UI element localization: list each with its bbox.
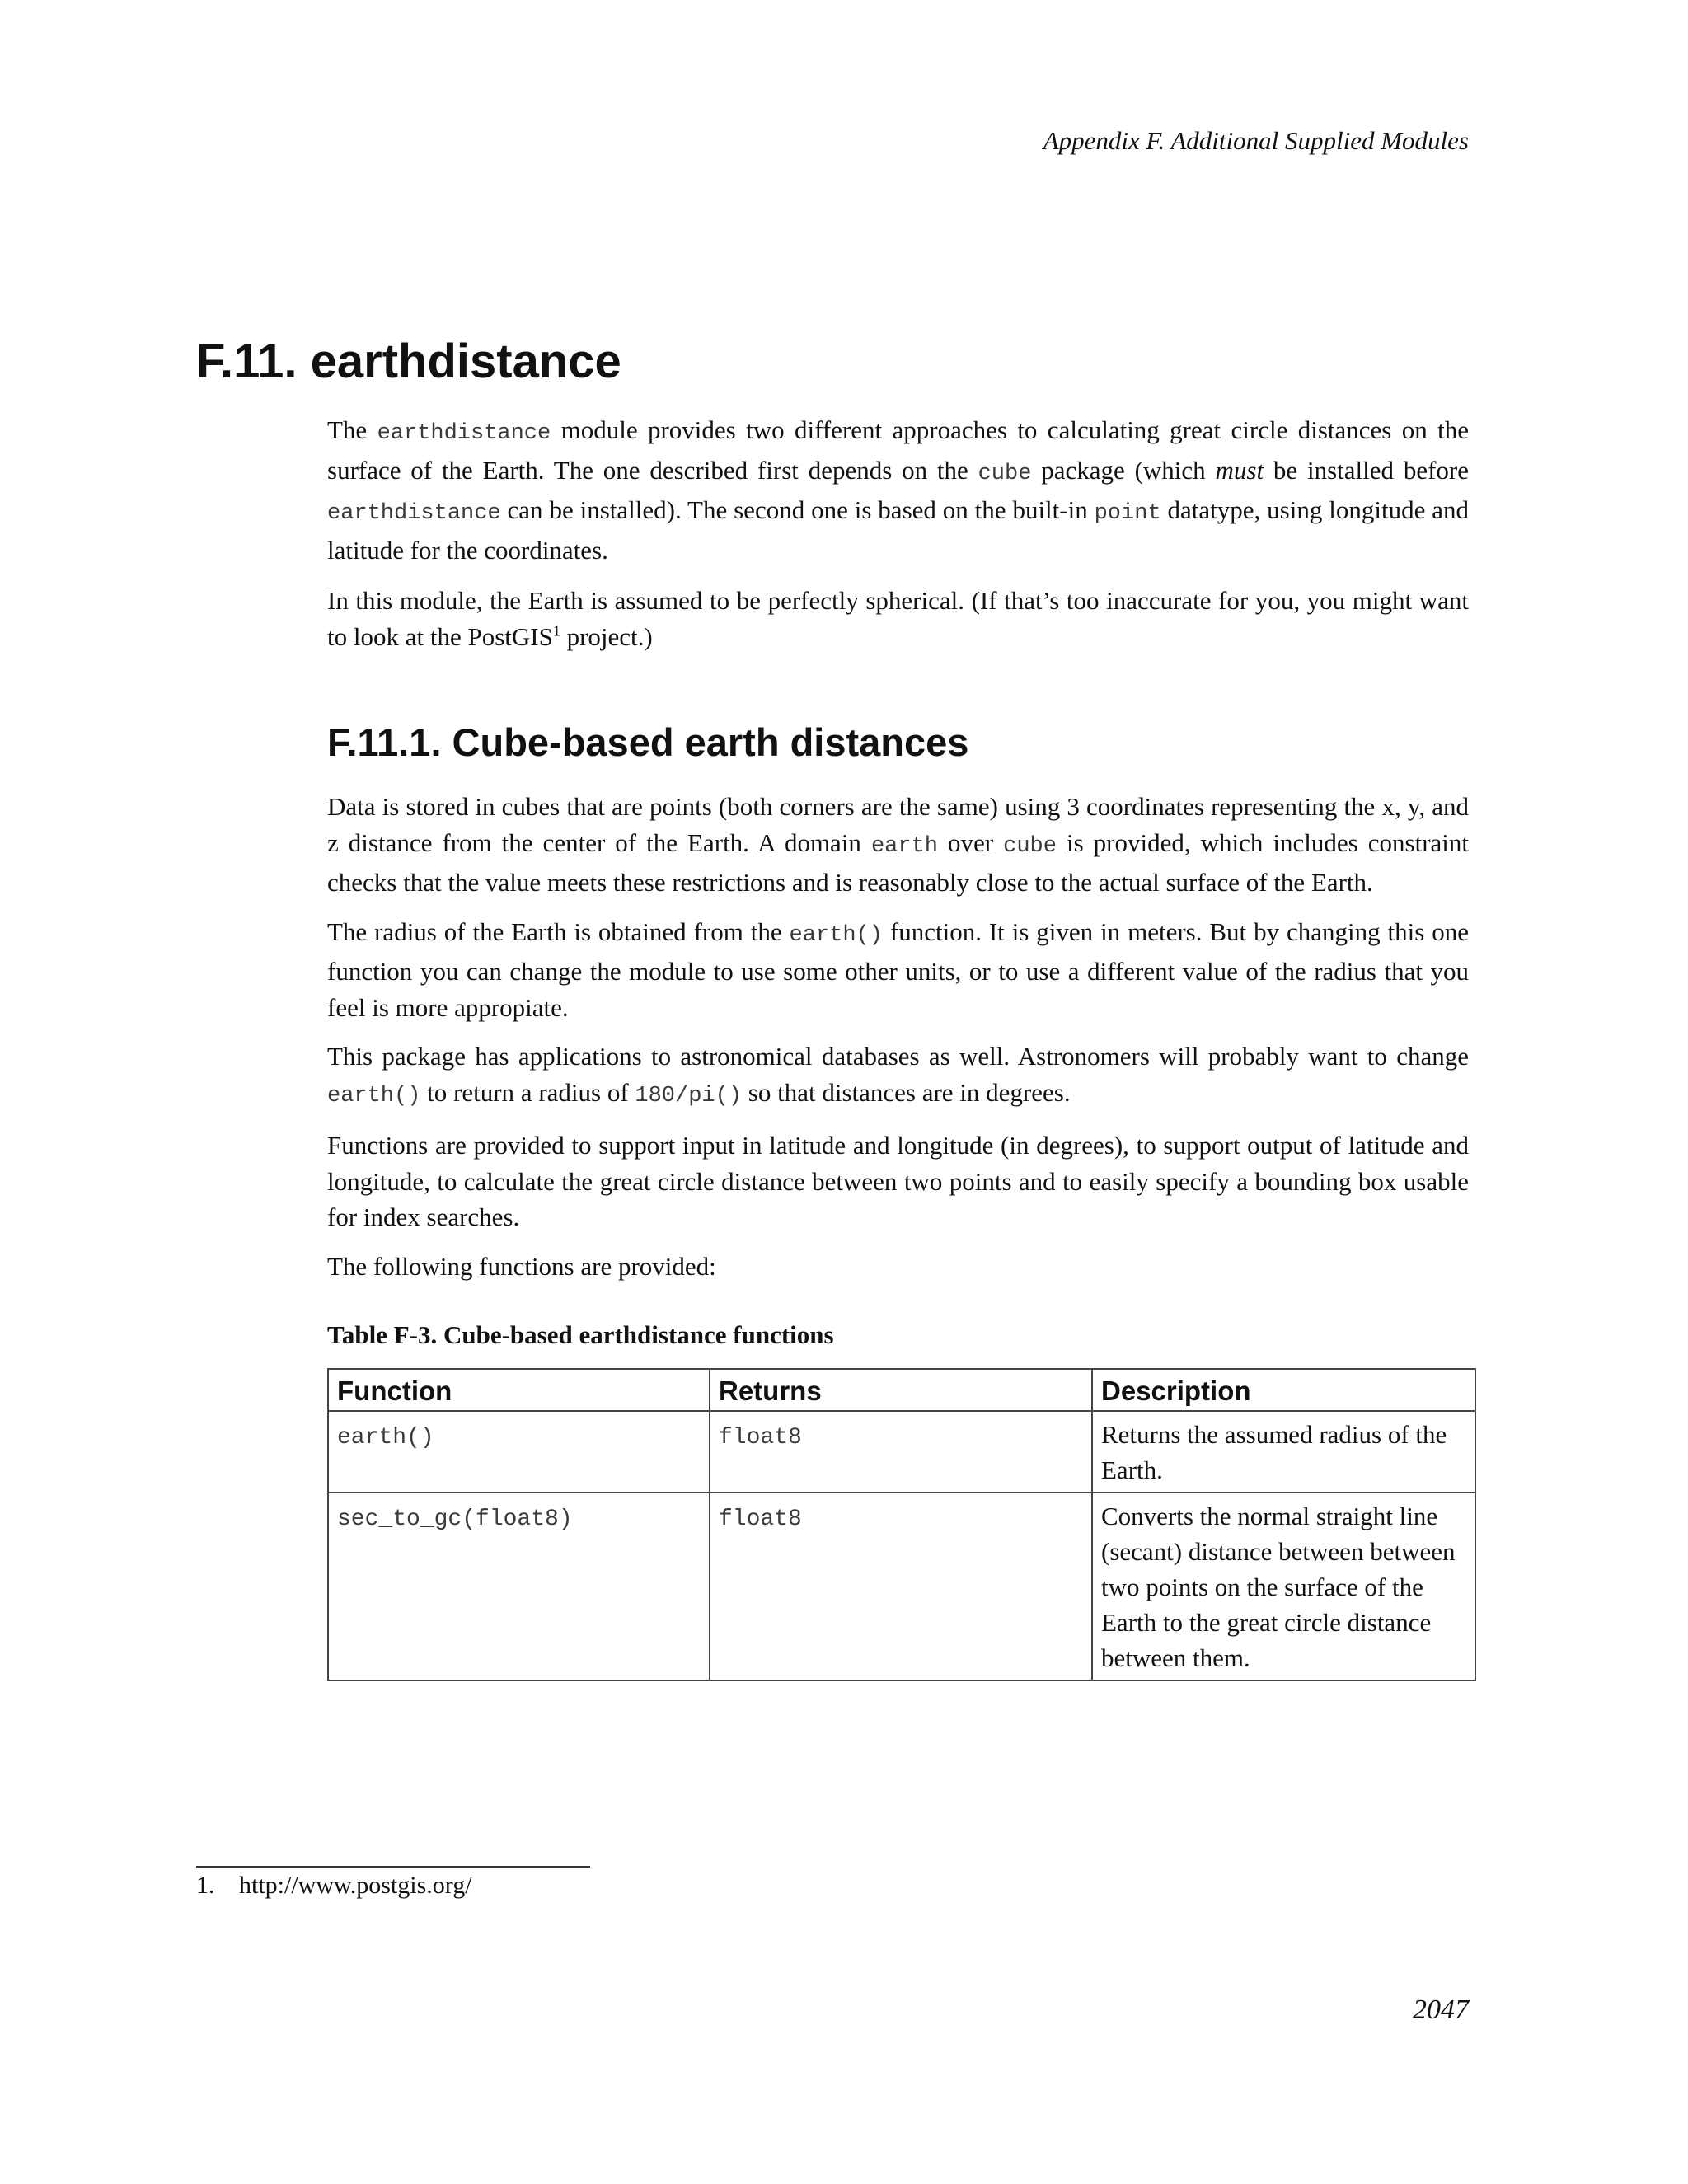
section-paragraph-1: Data is stored in cubes that are points (both corners are the same) using 3 coordinates representing the x, y, and z distance from the center of the Earth. A domain earth over cube is provided, which includes constraint checks that the value meets these restrictions and is reasonably close to the actual surface of the Earth. (327, 792, 1469, 897)
table-title: Table F-3. Cube-based earthdistance functions (327, 1320, 834, 1349)
intro-paragraph-1: The earthdistance module provides two different approaches to calculating great circle distances on the surface of the Earth. The one described first depends on the cube package (which must be installed before earthdistance can be installed). The second one is based on the built-in point datatype, using longitude and latitude for the coordinates. (327, 415, 1469, 565)
main-content (327, 412, 1469, 1681)
footnote-number: 1. (196, 1872, 215, 1899)
table-header-row (328, 1369, 1475, 1411)
column-header-returns: Returns (710, 1369, 1092, 1411)
intro-paragraph-2: In this module, the Earth is assumed to be perfectly spherical. (If that’s too inaccurate for you, you might want to look at the PostGIS$^1$ project.) (327, 586, 1469, 651)
footnote-ref[interactable]: 1 (552, 622, 560, 640)
function-cell: sec_to_gc(float8) (328, 1493, 710, 1680)
functions-table (327, 1368, 1476, 1681)
emphasis: must (1215, 455, 1264, 485)
footnote-link[interactable]: http://www.postgis.org/ (239, 1872, 472, 1899)
inline-code: earth() (789, 922, 883, 948)
footnote (196, 1868, 472, 1904)
page-number: 2047 (1413, 1994, 1469, 2025)
column-header-description: Description (1092, 1369, 1475, 1411)
returns-cell: float8 (710, 1411, 1092, 1493)
inline-code: earth (870, 833, 938, 859)
returns-cell: float8 (710, 1493, 1092, 1680)
table-row (328, 1411, 1475, 1493)
function-cell: earth() (328, 1411, 710, 1493)
section-paragraph-3: This package has applications to astronomical databases as well. Astronomers will probably want to change earth() to return a radius of 180/pi() so that distances are in degrees. (327, 1042, 1469, 1108)
inline-code: 180/pi() (635, 1083, 743, 1108)
chapter-title: F.11. earthdistance (196, 335, 621, 388)
section-paragraph-5: The following functions are provided: (327, 1251, 716, 1281)
table-row (328, 1493, 1475, 1680)
description-cell: Returns the assumed radius of the Earth. (1092, 1411, 1475, 1493)
inline-code: cube (1003, 833, 1057, 859)
section-paragraph-4: Functions are provided to support input in latitude and longitude (in degrees), to support output of latitude and longitude, to calculate the great circle distance between two points and to easily specify a bounding box usable for index searches. (327, 1131, 1469, 1231)
running-head: Appendix F. Additional Supplied Modules (1043, 126, 1469, 155)
inline-code: point (1094, 501, 1161, 526)
inline-code: earthdistance (327, 501, 501, 526)
inline-code: cube (978, 461, 1032, 486)
section-title: F.11.1. Cube-based earth distances (327, 720, 969, 764)
inline-code: earthdistance (377, 421, 551, 446)
inline-code: earth() (327, 1083, 421, 1108)
column-header-function: Function (328, 1369, 710, 1411)
description-cell: Converts the normal straight line (secant) distance between between two points on the surface of the Earth to the great circle distance between them. (1092, 1493, 1475, 1680)
section-paragraph-2: The radius of the Earth is obtained from the earth() function. It is given in meters. But by changing this one function you can change the module to use some other units, or to use a different value of the radius that you feel is more appropiate. (327, 916, 1469, 1022)
